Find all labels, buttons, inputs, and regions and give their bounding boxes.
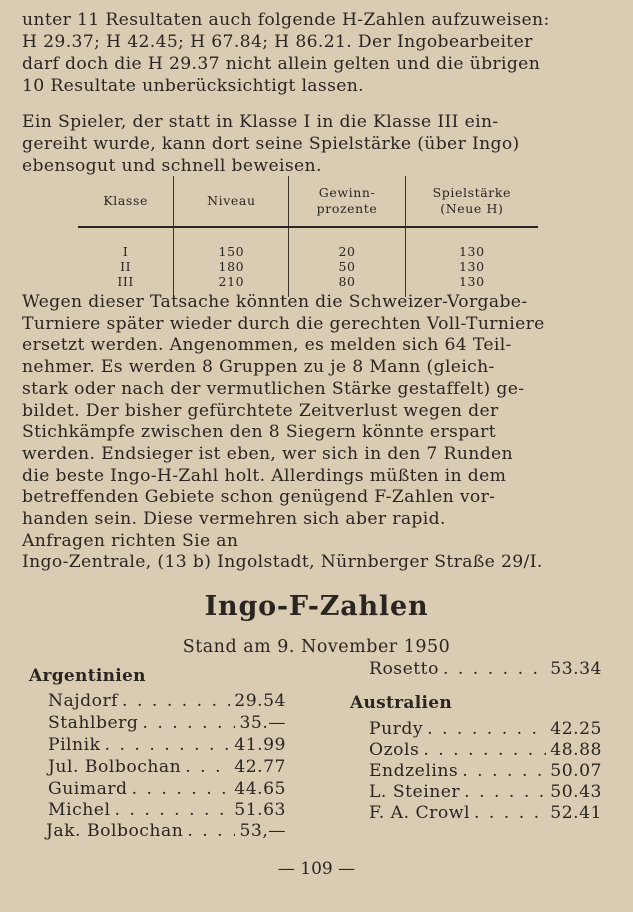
player-value: 50.43 [550, 782, 602, 802]
player-value: 53,— [239, 821, 286, 841]
text-line: gereiht wurde, kann dort seine Spielstärke (über Ingo) [22, 134, 520, 154]
niveau-cell: 210 [218, 273, 245, 289]
text-line: Wegen dieser Tatsache könnten die Schweizer-Vorgabe- [22, 292, 528, 312]
player-name: Guimard [48, 779, 128, 799]
player-name: Pilnik [48, 735, 101, 755]
page-number: — 109 — [277, 859, 356, 879]
player-value: 29.54 [234, 691, 286, 711]
header-spielstaerke-text: Spielstärke (Neue H) [432, 185, 512, 216]
text-line: unter 11 Resultaten auch folgende H-Zahlen aufzuweisen: [22, 10, 550, 30]
list-item [48, 800, 286, 820]
leader-dots [462, 761, 546, 781]
list-item [48, 691, 286, 711]
spielstaerke-cell: 130 [459, 273, 485, 289]
header-gewinnprozente-text: Gewinn- prozente [316, 185, 378, 216]
player-value: 41.99 [234, 735, 286, 755]
player-value: 42.77 [234, 757, 286, 777]
list-item [369, 782, 602, 802]
text-line: bildet. Der bisher gefürchtete Zeitverlust wegen der [22, 400, 499, 421]
player-value: 51.63 [234, 800, 286, 820]
player-value: 48.88 [550, 740, 602, 760]
leader-dots [132, 779, 231, 799]
list-item [48, 735, 286, 755]
list-item [369, 719, 602, 739]
text-line: ersetzt werden. Angenommen, es melden sich 64 Teil- [22, 335, 512, 356]
text-line: nehmer. Es werden 8 Gruppen zu je 8 Mann (gleich- [22, 357, 495, 378]
country-heading-australien: Australien [350, 693, 453, 713]
player-name: F. A. Crowl [369, 803, 470, 823]
list-item [46, 821, 286, 841]
text-line: Turniere später wieder durch die gerechten Voll-Turniere [22, 313, 545, 334]
niveau-column [174, 227, 289, 297]
text-line: ebensogut und schnell beweisen. [22, 156, 322, 176]
spielstaerke-cell: 130 [459, 244, 485, 259]
text-line: Anfragen richten Sie an [22, 530, 239, 551]
player-name: Jul. Bolbochan [48, 757, 182, 777]
paragraph-klasse [22, 111, 592, 177]
player-name: Michel [48, 800, 111, 820]
leader-dots [122, 691, 230, 711]
klasse-cell: I [122, 244, 129, 259]
leader-dots [427, 719, 546, 739]
list-item [369, 659, 602, 679]
leader-dots [423, 740, 546, 760]
text-line: betreffenden Gebiete schon genügend F-Zahlen vor- [22, 487, 496, 508]
player-name: Jak. Bolbochan [46, 821, 184, 841]
list-item [369, 761, 602, 781]
text-line: Ein Spieler, der statt in Klasse I in die Klasse III ein- [22, 112, 499, 132]
leader-dots [443, 659, 546, 679]
player-value: 52.41 [550, 803, 602, 823]
header-niveau: Niveau [174, 176, 289, 227]
text-line: Ingo-Zentrale, (13 b) Ingolstadt, Nürnberger Straße 29/I. [22, 552, 543, 573]
text-line: stark oder nach der vermutlichen Stärke gestaffelt) ge- [22, 378, 525, 399]
list-item [48, 713, 286, 733]
gewinnprozente-column [289, 227, 405, 297]
text-line: die beste Ingo-H-Zahl holt. Allerdings müßten in dem [22, 465, 507, 486]
leader-dots [464, 782, 546, 802]
leader-dots [114, 800, 230, 820]
country-heading-argentinien: Argentinien [29, 666, 146, 686]
klasse-column [78, 227, 174, 297]
player-name: Endzelins [369, 761, 459, 781]
gewinnprozente-cell: 20 [338, 244, 356, 259]
header-gewinnprozente [289, 176, 405, 227]
leader-dots [105, 735, 231, 755]
player-value: 44.65 [234, 779, 286, 799]
player-name: Purdy [369, 719, 424, 739]
gewinnprozente-cell: 80 [338, 273, 356, 289]
player-value: 50.07 [550, 761, 602, 781]
player-value: 53.34 [550, 659, 602, 679]
text-line: Stichkämpfe zwischen den 8 Siegern könnte erspart [22, 422, 496, 443]
niveau-cell: 180 [218, 258, 245, 274]
text-line: 10 Resultate unberücksichtigt lassen. [22, 76, 364, 96]
player-name: Najdorf [48, 691, 119, 711]
list-item [369, 803, 602, 823]
section-title: Ingo-F-Zahlen [204, 591, 429, 622]
player-name: Stahlberg [48, 713, 139, 733]
klasse-cell: III [117, 273, 134, 289]
text-line: werden. Endsieger ist eben, wer sich in den 7 Runden [22, 443, 513, 464]
spielstaerke-column [405, 227, 538, 297]
header-klasse: Klasse [103, 193, 148, 208]
klasse-cell: II [120, 258, 132, 274]
text-line: handen sein. Diese vermehren sich aber rapid. [22, 509, 446, 530]
player-value: 42.25 [550, 719, 602, 739]
player-value: 35.— [239, 713, 286, 733]
leader-dots [142, 713, 235, 733]
leader-dots [187, 821, 235, 841]
list-item [48, 779, 286, 799]
paragraph-intro [22, 9, 592, 97]
player-name: Rosetto [369, 659, 439, 679]
text-line: H 29.37; H 42.45; H 67.84; H 86.21. Der Ingobearbeiter [22, 32, 533, 52]
text-line: darf doch die H 29.37 nicht allein gelten und die übrigen [22, 54, 541, 74]
leader-dots [185, 757, 230, 777]
leader-dots [474, 803, 546, 823]
klassen-table [78, 176, 538, 297]
list-item [369, 740, 602, 760]
list-item [48, 757, 286, 777]
gewinnprozente-cell: 50 [338, 258, 356, 274]
header-spielstaerke [405, 176, 538, 227]
stand-date: Stand am 9. November 1950 [182, 637, 451, 657]
niveau-cell: 150 [218, 244, 245, 259]
player-name: L. Steiner [369, 782, 461, 802]
spielstaerke-cell: 130 [459, 258, 485, 274]
paragraph-turniere [22, 292, 592, 574]
player-name: Ozols [369, 740, 420, 760]
